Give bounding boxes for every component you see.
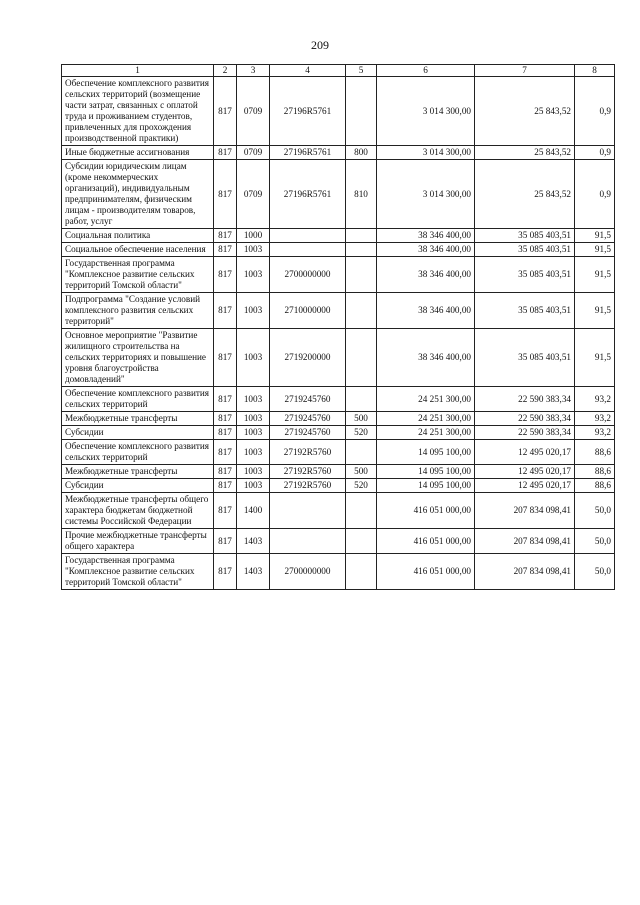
table-cell-col2: 817 [214,293,237,329]
column-header-7: 7 [475,65,575,77]
table-cell-col2: 817 [214,329,237,387]
table-cell-col1: Подпрограмма "Создание условий комплексного развития сельских территорий" [62,293,214,329]
table-cell-col4 [270,529,346,554]
table-cell-col6: 38 346 400,00 [377,293,475,329]
table-cell-col3: 1003 [237,387,270,412]
table-cell-col1: Обеспечение комплексного развития сельских территорий [62,440,214,465]
table-cell-col1: Основное мероприятие "Развитие жилищного строительства на сельских территориях и повышение уровня благоустройства домовладений" [62,329,214,387]
column-header-2: 2 [214,65,237,77]
table-cell-col3: 0709 [237,146,270,160]
table-cell-col2: 817 [214,160,237,229]
table-cell-col6: 24 251 300,00 [377,387,475,412]
table-cell-col8: 88,6 [575,479,615,493]
table-cell-col7: 207 834 098,41 [475,554,575,590]
table-cell-col1: Субсидии юридическим лицам (кроме некоммерческих организаций), индивидуальным предпринимателям, физическим лицам - производителям товаров, работ, услуг [62,160,214,229]
table-cell-col1: Межбюджетные трансферты общего характера бюджетам бюджетной системы Российской Федерации [62,493,214,529]
table-cell-col6: 38 346 400,00 [377,243,475,257]
table-row [62,77,615,146]
table-cell-col4: 2719245760 [270,412,346,426]
table-cell-col8: 93,2 [575,412,615,426]
table-cell-col3: 1003 [237,465,270,479]
table-cell-col7: 12 495 020,17 [475,479,575,493]
table-row [62,465,615,479]
table-cell-col5 [346,329,377,387]
table-cell-col3: 1003 [237,412,270,426]
table-cell-col4: 27196R5761 [270,160,346,229]
table-cell-col8: 93,2 [575,387,615,412]
table-cell-col7: 35 085 403,51 [475,329,575,387]
table-cell-col4: 27192R5760 [270,465,346,479]
table-row [62,529,615,554]
table-cell-col1: Субсидии [62,426,214,440]
page-number: 209 [311,38,329,52]
table-cell-col3: 1003 [237,479,270,493]
table-cell-col2: 817 [214,440,237,465]
table-cell-col3: 1000 [237,229,270,243]
table-cell-col8: 0,9 [575,77,615,146]
table-cell-col7: 35 085 403,51 [475,293,575,329]
table-cell-col8: 93,2 [575,426,615,440]
table-cell-col4: 2710000000 [270,293,346,329]
table-cell-col8: 88,6 [575,465,615,479]
table-cell-col2: 817 [214,529,237,554]
column-header-3: 3 [237,65,270,77]
table-cell-col6: 416 051 000,00 [377,493,475,529]
table-cell-col6: 24 251 300,00 [377,426,475,440]
table-cell-col5 [346,387,377,412]
table-cell-col6: 416 051 000,00 [377,529,475,554]
table-body [62,77,615,590]
table-row [62,412,615,426]
table-cell-col2: 817 [214,493,237,529]
table-header [62,65,615,77]
table-cell-col3: 0709 [237,77,270,146]
table-cell-col4: 2719245760 [270,387,346,412]
table-cell-col2: 817 [214,412,237,426]
table-cell-col8: 88,6 [575,440,615,465]
table-cell-col5: 520 [346,426,377,440]
table-cell-col5 [346,293,377,329]
table-cell-col2: 817 [214,426,237,440]
table-cell-col1: Обеспечение комплексного развития сельских территорий (возмещение части затрат, связанных с оплатой труда и проживанием студентов, привлеченных для прохождения производственной практики) [62,77,214,146]
table-cell-col6: 3 014 300,00 [377,146,475,160]
table-cell-col6: 3 014 300,00 [377,160,475,229]
table-cell-col6: 14 095 100,00 [377,440,475,465]
table-cell-col8: 0,9 [575,160,615,229]
table-cell-col6: 416 051 000,00 [377,554,475,590]
table-cell-col7: 12 495 020,17 [475,440,575,465]
table-cell-col1: Межбюджетные трансферты [62,412,214,426]
table-cell-col7: 25 843,52 [475,146,575,160]
table-row [62,387,615,412]
table-cell-col1: Государственная программа "Комплексное развитие сельских территорий Томской области" [62,554,214,590]
table-cell-col2: 817 [214,387,237,412]
table-cell-col8: 50,0 [575,529,615,554]
table-cell-col5 [346,77,377,146]
table-cell-col4: 2719200000 [270,329,346,387]
table-row [62,329,615,387]
table-cell-col7: 35 085 403,51 [475,243,575,257]
table-cell-col6: 38 346 400,00 [377,257,475,293]
table-cell-col4 [270,493,346,529]
table-cell-col5 [346,243,377,257]
table-cell-col2: 817 [214,77,237,146]
table-cell-col6: 38 346 400,00 [377,229,475,243]
budget-table [61,64,615,590]
table-cell-col4 [270,229,346,243]
table-cell-col7: 207 834 098,41 [475,529,575,554]
table-cell-col3: 1003 [237,243,270,257]
table-cell-col5: 800 [346,146,377,160]
table-cell-col5 [346,493,377,529]
table-cell-col3: 1003 [237,440,270,465]
table-row [62,493,615,529]
table-cell-col6: 38 346 400,00 [377,329,475,387]
table-cell-col2: 817 [214,229,237,243]
table-cell-col5: 810 [346,160,377,229]
table-cell-col4: 27196R5761 [270,77,346,146]
table-cell-col8: 91,5 [575,329,615,387]
column-header-8: 8 [575,65,615,77]
table-row [62,257,615,293]
table-cell-col7: 25 843,52 [475,160,575,229]
table-cell-col4 [270,243,346,257]
table-cell-col7: 35 085 403,51 [475,229,575,243]
table-cell-col4: 27192R5760 [270,440,346,465]
table-row [62,293,615,329]
table-cell-col1: Субсидии [62,479,214,493]
table-cell-col3: 1400 [237,493,270,529]
table-cell-col6: 24 251 300,00 [377,412,475,426]
table-cell-col4: 27192R5760 [270,479,346,493]
table-cell-col2: 817 [214,465,237,479]
table-row [62,229,615,243]
table-cell-col7: 22 590 383,34 [475,412,575,426]
table-cell-col8: 91,5 [575,243,615,257]
column-header-5: 5 [346,65,377,77]
table-cell-col6: 14 095 100,00 [377,479,475,493]
table-cell-col4: 2719245760 [270,426,346,440]
table-cell-col3: 0709 [237,160,270,229]
table-cell-col3: 1403 [237,554,270,590]
table-cell-col1: Социальная политика [62,229,214,243]
column-header-4: 4 [270,65,346,77]
table-cell-col1: Обеспечение комплексного развития сельских территорий [62,387,214,412]
table-cell-col7: 12 495 020,17 [475,465,575,479]
table-cell-col4: 2700000000 [270,257,346,293]
table-cell-col1: Социальное обеспечение населения [62,243,214,257]
table-cell-col6: 14 095 100,00 [377,465,475,479]
table-cell-col8: 91,5 [575,229,615,243]
table-cell-col6: 3 014 300,00 [377,77,475,146]
table-cell-col7: 35 085 403,51 [475,257,575,293]
table-cell-col2: 817 [214,146,237,160]
table-cell-col5 [346,440,377,465]
table-cell-col2: 817 [214,257,237,293]
table-row [62,160,615,229]
table-cell-col2: 817 [214,554,237,590]
table-cell-col3: 1003 [237,257,270,293]
table-cell-col8: 91,5 [575,257,615,293]
table-row [62,440,615,465]
table-cell-col2: 817 [214,243,237,257]
table-cell-col1: Межбюджетные трансферты [62,465,214,479]
table-cell-col1: Иные бюджетные ассигнования [62,146,214,160]
table-row [62,554,615,590]
table-cell-col5: 520 [346,479,377,493]
table-cell-col3: 1003 [237,329,270,387]
table-cell-col5 [346,554,377,590]
table-cell-col8: 50,0 [575,493,615,529]
table-row [62,479,615,493]
table-cell-col8: 91,5 [575,293,615,329]
table-cell-col8: 0,9 [575,146,615,160]
header-row [62,65,615,77]
table-cell-col1: Государственная программа "Комплексное развитие сельских территорий Томской области" [62,257,214,293]
table-cell-col5: 500 [346,412,377,426]
table-cell-col4: 2700000000 [270,554,346,590]
column-header-1: 1 [62,65,214,77]
table-cell-col5 [346,529,377,554]
table-cell-col3: 1003 [237,293,270,329]
table-cell-col3: 1403 [237,529,270,554]
table-cell-col8: 50,0 [575,554,615,590]
table-cell-col7: 22 590 383,34 [475,426,575,440]
column-header-6: 6 [377,65,475,77]
table-cell-col7: 207 834 098,41 [475,493,575,529]
table-row [62,146,615,160]
table-cell-col1: Прочие межбюджетные трансферты общего характера [62,529,214,554]
table-cell-col5: 500 [346,465,377,479]
table-row [62,243,615,257]
table-cell-col7: 25 843,52 [475,77,575,146]
table-cell-col7: 22 590 383,34 [475,387,575,412]
table-cell-col2: 817 [214,479,237,493]
table-row [62,426,615,440]
table-cell-col5 [346,229,377,243]
table-cell-col3: 1003 [237,426,270,440]
table-cell-col4: 27196R5761 [270,146,346,160]
table-cell-col5 [346,257,377,293]
